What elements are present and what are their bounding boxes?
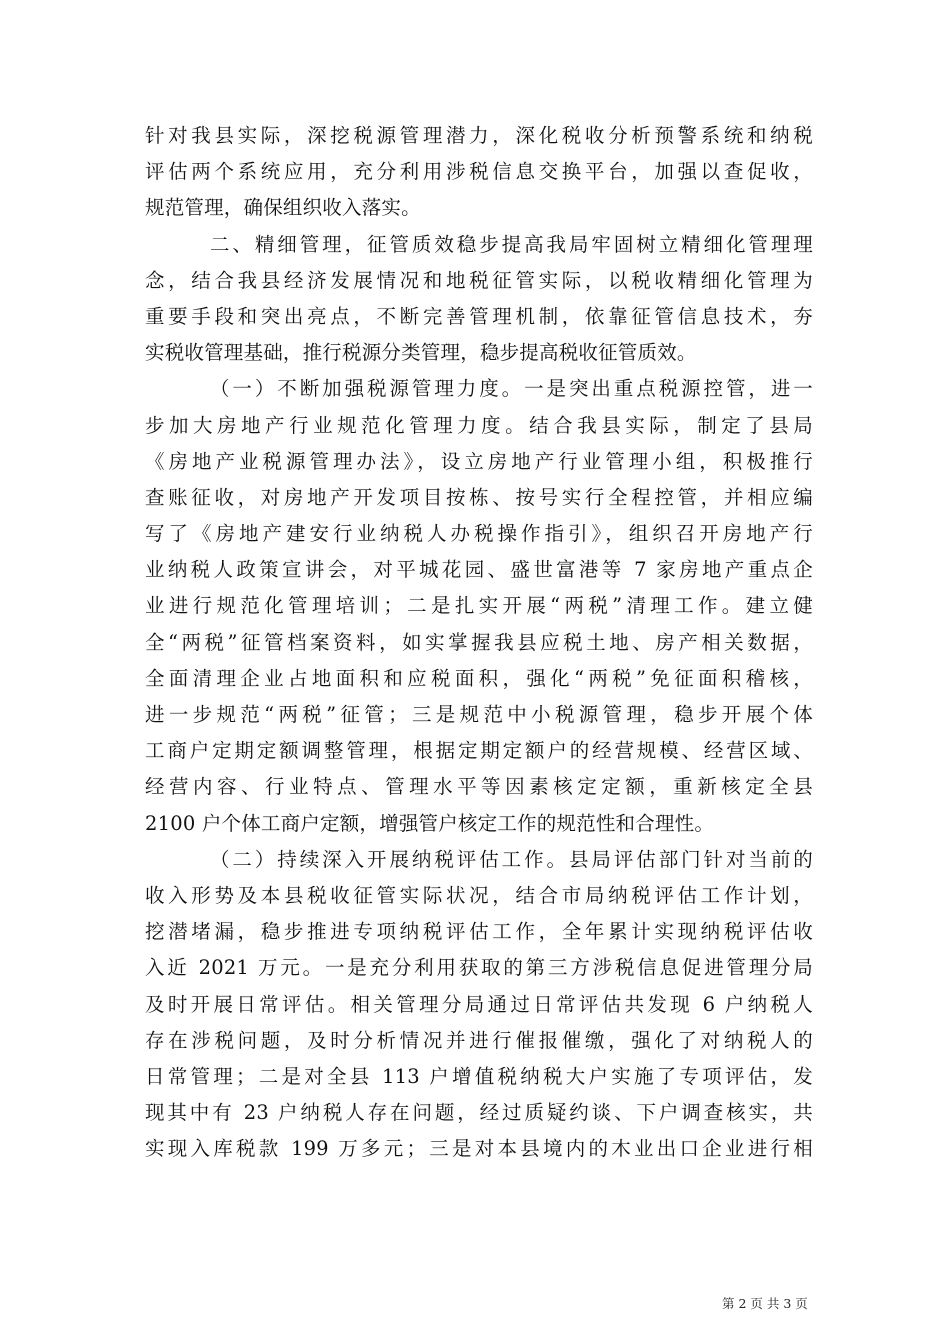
text-line: 业纳税人政策宣讲会，对平城花园、盛世富港等 7 家房地产重点企	[145, 558, 813, 582]
text-line: 念，结合我县经济发展情况和地税征管实际，以税收精细化管理为	[145, 268, 813, 292]
text-line: 工商户定期定额调整管理，根据定期定额户的经营规模、经营区域、	[145, 739, 813, 763]
text-line: 全“两税”征管档案资料，如实掌握我县应税土地、房产相关数据，	[145, 630, 813, 654]
text-line: 二、精细管理，征管质效稳步提高我局牢固树立精细化管理理	[210, 232, 813, 256]
text-line: 日常管理；二是对全县 113 户增值税纳税大户实施了专项评估，发	[145, 1064, 813, 1088]
text-line: （一）不断加强税源管理力度。一是突出重点税源控管，进一	[210, 377, 813, 401]
text-line: 重要手段和突出亮点，不断完善管理机制，依靠征管信息技术，夯	[145, 304, 813, 328]
text-line: （二）持续深入开展纳税评估工作。县局评估部门针对当前的	[210, 847, 813, 871]
text-line: 步加大房地产行业规范化管理力度。结合我县实际，制定了县局	[145, 413, 813, 437]
text-line: 业进行规范化管理培训；二是扎实开展“两税”清理工作。建立健	[145, 594, 813, 618]
text-line: 入近 2021 万元。一是充分利用获取的第三方涉税信息促进管理分局	[145, 956, 813, 980]
text-line: 《房地产业税源管理办法》，设立房地产行业管理小组，积极推行	[145, 449, 813, 473]
text-line: 实现入库税款 199 万多元；三是对本县境内的木业出口企业进行相	[145, 1137, 813, 1161]
paragraph	[145, 842, 813, 1168]
text-line: 写了《房地产建安行业纳税人办税操作指引》，组织召开房地产行	[145, 522, 813, 546]
text-line: 规范管理，确保组织收入落实。	[145, 196, 421, 220]
text-line: 进一步规范“两税”征管；三是规范中小税源管理，稳步开展个体	[145, 703, 813, 726]
text-line: 现其中有 23 户纳税人存在问题，经过质疑约谈、下户调查核实，共	[145, 1101, 813, 1125]
text-line: 全面清理企业占地面积和应税面积，强化“两税”免征面积稽核，	[145, 666, 813, 690]
text-line: 及时开展日常评估。相关管理分局通过日常评估共发现 6 户纳税人	[145, 992, 813, 1016]
document-body	[145, 118, 813, 1167]
text-line: 针对我县实际，深挖税源管理潜力，深化税收分析预警系统和纳税	[145, 124, 813, 147]
text-line: 实税收管理基础，推行税源分类管理，稳步提高税收征管质效。	[145, 341, 697, 365]
text-line: 查账征收，对房地产开发项目按栋、按号实行全程控管，并相应编	[145, 485, 813, 509]
text-line: 挖潜堵漏，稳步推进专项纳税评估工作，全年累计实现纳税评估收	[145, 920, 813, 944]
text-line: 存在涉税问题，及时分析情况并进行催报催缴，强化了对纳税人的	[145, 1028, 813, 1052]
paragraph	[145, 118, 813, 227]
text-line: 经营内容、行业特点、管理水平等因素核定定额，重新核定全县	[145, 775, 813, 799]
paragraph	[145, 371, 813, 841]
text-line: 2100 户个体工商户定额，增强管户核定工作的规范性和合理性。	[145, 811, 715, 835]
page-number: 第 2 页 共 3 页	[722, 1296, 808, 1311]
paragraph	[145, 227, 813, 372]
text-line: 收入形势及本县税收征管实际状况，结合市局纳税评估工作计划，	[145, 883, 813, 907]
text-line: 评估两个系统应用，充分利用涉税信息交换平台，加强以查促收，	[145, 160, 813, 184]
